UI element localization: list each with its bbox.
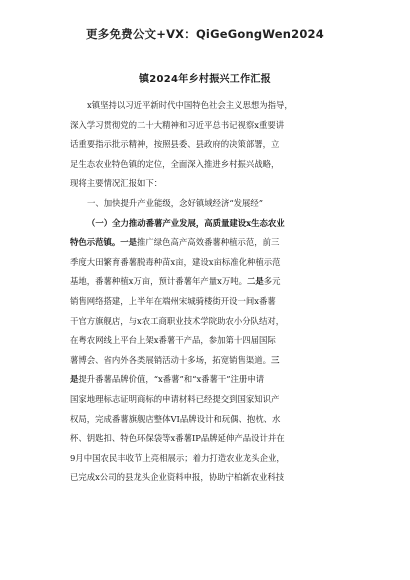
body-line [70, 331, 352, 351]
body-line [70, 116, 352, 136]
text-run: 销售网络搭建，上半年在端州宋城骑楼街开设一间x番薯 [70, 295, 276, 306]
watermark-header: 更多免费公文+VX：QiGeGongWen2024 [86, 27, 324, 41]
bold-text-run: 是 [70, 374, 79, 385]
body-line [70, 194, 352, 214]
body-line [70, 135, 352, 155]
text-run: 基地，番薯种植x万亩，预计番薯年产量x万吨。 [70, 276, 247, 287]
document-title: 镇2024年乡村振兴工作汇报 [138, 74, 272, 85]
text-run: 多元 [263, 276, 281, 287]
text-run: 权局，完成番薯旗舰店整体VI品牌设计和玩偶、抱枕、水 [70, 413, 281, 424]
text-run: 提升番薯品牌价值，“x番薯”和“x番薯干”注册申请 [78, 374, 265, 385]
body-line [70, 292, 352, 312]
document-body [70, 96, 352, 488]
bold-text-run: 二是 [246, 276, 264, 287]
bold-text-run: 三 [271, 354, 280, 365]
text-run: 季度大田繁育番薯脱毒种苗x亩，建设x亩标准化种植示范 [70, 256, 281, 267]
text-run: 已完成x公司的县龙头企业资料申报，协助宁柏新农业科技 [70, 472, 285, 483]
body-line [70, 468, 352, 488]
body-line [70, 312, 352, 332]
body-line [70, 429, 352, 449]
text-run: x镇坚持以习近平新时代中国特色社会主义思想为指导， [87, 100, 293, 110]
body-line [70, 214, 352, 234]
text-run: 现将主要情况汇报如下： [70, 178, 163, 189]
body-line [70, 449, 352, 469]
body-line [70, 96, 352, 116]
text-run: 话重要指示批示精神，按照县委、县政府的决策部署，立 [70, 139, 280, 150]
body-line [70, 390, 352, 410]
text-run: 杯、钥匙扣、特色环保袋等x番薯IP品牌延伸产品设计并在 [70, 433, 285, 444]
body-line [70, 410, 352, 430]
bold-text-run: 一是 [120, 237, 137, 248]
text-run: 深入学习贯彻党的二十大精神和习近平总书记视察x重要讲 [70, 119, 285, 130]
body-line [70, 272, 352, 292]
text-run: 一、加快提升产业能级，念好镇域经济“发展经” [87, 197, 264, 208]
body-line [70, 233, 352, 253]
body-line [70, 370, 352, 390]
text-run: 推广绿色高产高效番薯种植示范，前三 [137, 237, 280, 248]
body-line [70, 253, 352, 273]
text-run: 在粤农网线上平台上架x番薯干产品，参加第十四届国际 [70, 335, 276, 346]
bold-text-run: 特色示范镇。 [70, 237, 121, 248]
body-line [70, 351, 352, 371]
text-run: 足生态农业特色镇的定位，全面深入推进乡村振兴战略， [70, 158, 280, 169]
text-run: 干官方旗舰店，与x农工商职业技术学院助农小分队结对， [70, 315, 285, 326]
body-line [70, 174, 352, 194]
text-run: 9月中国农民丰收节上亮相展示；着力打造农业龙头企业， [70, 452, 285, 463]
text-run: 薯博会、省内外各类展销活动十多场，拓宽销售渠道。 [70, 354, 271, 365]
bold-text-run: （一）全力推动番薯产业发展，高质量建设x生态农业 [87, 217, 285, 228]
body-line [70, 155, 352, 175]
text-run: 国家地理标志证明商标的申请材料已经提交到国家知识产 [70, 393, 280, 404]
